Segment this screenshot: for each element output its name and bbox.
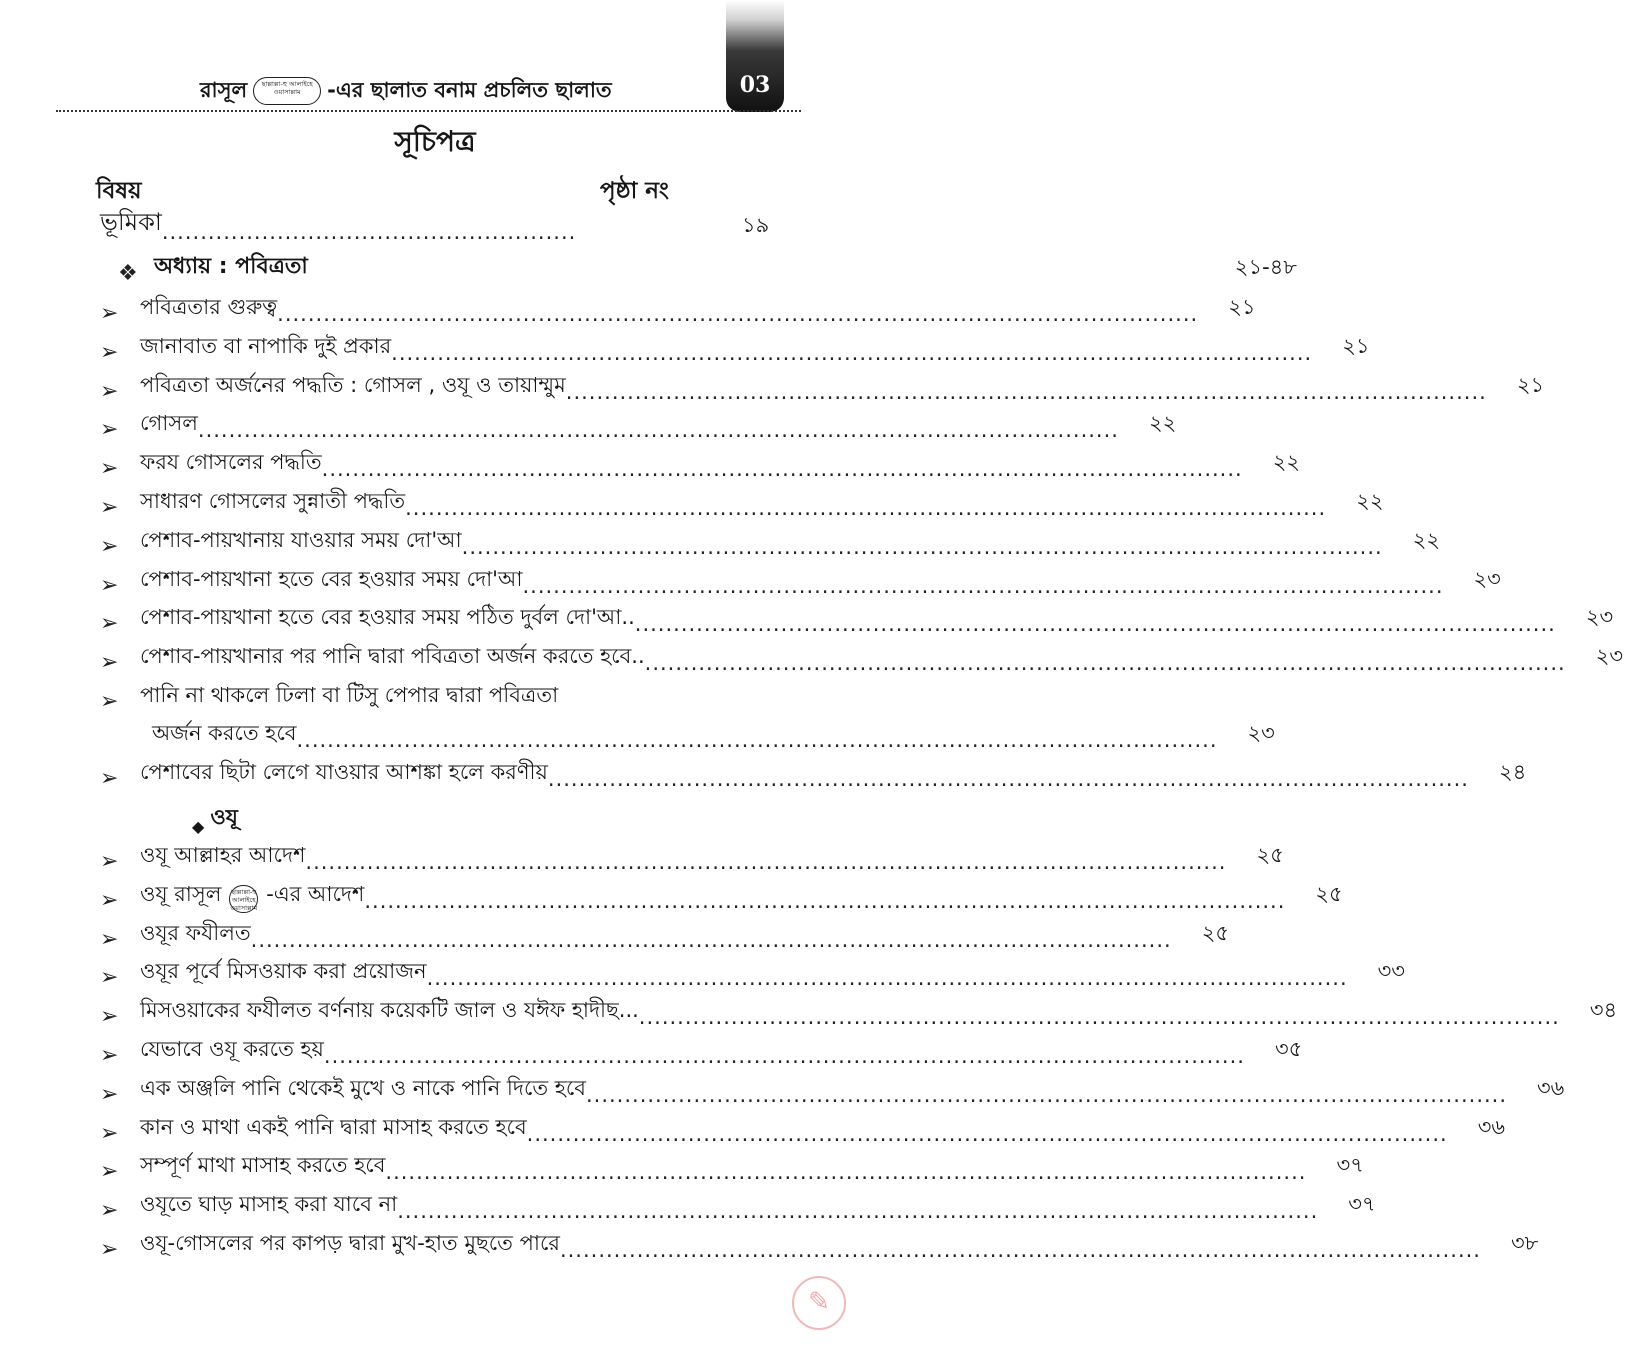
toc-entry[interactable] <box>100 329 1370 365</box>
entry-page: ৩৭ <box>1348 1192 1376 1217</box>
dot-leader: ........................................................................................................................ <box>296 728 1218 752</box>
toc-entry[interactable] <box>100 838 1284 874</box>
entry-title: জানাবাত বা নাপাকি দুই প্রকার <box>140 333 392 358</box>
entry-title: পেশাবের ছিটা লেগে যাওয়ার আশঙ্কা হলে করণীয় <box>140 760 548 784</box>
toc-entry[interactable] <box>100 1226 1539 1262</box>
entry-title: ওযূতে ঘাড় মাসাহ করা যাবে না <box>140 1192 398 1217</box>
entry-title: পেশাব-পায়খানার পর পানি দ্বারা পবিত্রতা অর্জন করতে হবে.. <box>140 644 645 669</box>
chapter-pages: ২১-৪৮ <box>1234 255 1297 279</box>
dot-leader: ........................................................................................................................ <box>197 418 1119 443</box>
toc-entry[interactable] <box>100 523 1441 559</box>
entry-title: মিসওয়াকের ফযীলত বর্ণনায় কয়েকটি জাল ও যঈফ হাদীছ... <box>140 998 639 1023</box>
dot-leader: ........................................................................................................................ <box>305 850 1227 874</box>
entry-page: ৩৩ <box>1377 959 1405 984</box>
entry-title: পেশাব-পায়খানায় যাওয়ার সময় দো'আ <box>140 527 462 552</box>
toc-entry[interactable] <box>100 1071 1565 1107</box>
pbuh-seal: ছাল্লাল্লা-হু আলাইহে ওয়াসাল্লাম <box>229 885 258 913</box>
arrow-bullet-icon: ➢ <box>100 650 119 676</box>
toc-entry[interactable] <box>100 445 1301 482</box>
entry-page: ২২ <box>1272 450 1301 475</box>
entry-title: পবিত্রতা অর্জনের পদ্ধতি : গোসল , ওযূ ও তায়াম্মুম <box>140 372 566 397</box>
arrow-bullet-icon: ➢ <box>100 887 119 913</box>
toc-entry[interactable] <box>100 877 1343 913</box>
toc-entry-intro[interactable] <box>100 208 790 244</box>
arrow-bullet-icon: ➢ <box>100 1043 119 1068</box>
toc-entry[interactable] <box>100 993 1618 1030</box>
entry-page: ২২ <box>1148 411 1177 436</box>
dot-leader: ........................................................................................................................ <box>405 496 1327 520</box>
entry-page: ২২ <box>1412 527 1441 552</box>
arrow-bullet-icon: ➢ <box>100 417 119 443</box>
toc-entry[interactable] <box>100 290 1256 326</box>
entry-page: ২৫ <box>1256 843 1284 867</box>
dot-leader: ........................................................................................................................ <box>644 651 1566 676</box>
entry-page: ১৯ <box>742 213 770 237</box>
arrow-bullet-icon: ➢ <box>100 533 119 559</box>
dot-leader: ........................................................................................................................ <box>321 457 1243 482</box>
entry-page: ৩৬ <box>1477 1114 1506 1139</box>
entry-title: ভূমিকা <box>100 208 162 236</box>
toc-entry[interactable] <box>100 484 1384 520</box>
dot-leader: ........................................................................................................................ <box>323 1044 1245 1068</box>
entry-title: এক অঞ্জলি পানি থেকেই মুখে ও নাকে পানি দিতে হবে <box>140 1075 586 1100</box>
toc-entry[interactable] <box>100 600 1614 637</box>
entry-title: ফরয গোসলের পদ্ধতি <box>140 450 322 475</box>
entry-title: পেশাব-পায়খানা হতে বের হওয়ার সময় দো'আ <box>140 566 523 591</box>
entry-page: ২৩ <box>1585 605 1614 630</box>
arrow-bullet-icon: ➢ <box>100 1081 119 1107</box>
arrow-bullet-icon: ➢ <box>100 766 119 791</box>
dot-leader: ........................................................................................................................ <box>426 966 1348 991</box>
page-column-heading: পৃষ্ঠা নং <box>600 178 669 204</box>
toc-entry[interactable] <box>100 639 1624 676</box>
arrow-bullet-icon: ➢ <box>100 1004 119 1030</box>
header-rule <box>56 110 801 112</box>
arrow-bullet-icon: ➢ <box>100 849 119 874</box>
subject-column-heading: বিষয় <box>96 178 142 204</box>
entry-title: ওযূ রাসূল <box>140 881 222 906</box>
entry-title-suffix: -এর আদেশ <box>266 881 365 906</box>
entry-title: কান ও মাথা একই পানি দ্বারা মাসাহ করতে হবে <box>140 1114 527 1139</box>
page-number-tab <box>726 0 784 112</box>
toc-entry[interactable] <box>100 406 1177 443</box>
dot-leader: ........................................................................................................................ <box>397 1199 1319 1224</box>
toc-entry-multiline-cont[interactable] <box>100 716 1275 752</box>
entry-title: ওযূ আল্লাহর আদেশ <box>140 843 306 867</box>
chapter-heading[interactable] <box>118 250 1297 286</box>
dot-leader: ........................................................................................................................ <box>277 302 1199 326</box>
section-heading[interactable] <box>192 800 592 836</box>
entry-title: ওযূর ফযীলত <box>140 920 251 945</box>
entry-title-line1: পানি না থাকলে ঢিলা বা টিসু পেপার দ্বারা পবিত্রতা <box>140 683 559 707</box>
running-header <box>200 74 612 108</box>
dot-leader: ...................................................... <box>161 220 577 244</box>
entry-page: ২৩ <box>1247 721 1275 745</box>
arrow-bullet-icon: ➢ <box>100 611 119 637</box>
diamond-icon: ◆ <box>192 817 205 836</box>
toc-entry[interactable] <box>100 562 1501 598</box>
entry-page: ২১ <box>1228 295 1256 319</box>
dot-leader: ........................................................................................................................ <box>559 1238 1481 1262</box>
dot-leader: ........................................................................................................................ <box>461 534 1383 559</box>
entry-title-line2: অর্জন করতে হবে <box>152 721 297 745</box>
arrow-bullet-icon: ➢ <box>100 378 119 404</box>
toc-entry[interactable] <box>100 368 1545 404</box>
dot-leader: ........................................................................................................................ <box>565 379 1487 404</box>
pbuh-seal: ছাল্লাল্লা-হু আলাইহে ওয়াসাল্লাম <box>253 77 321 105</box>
toc-entry[interactable] <box>100 954 1405 991</box>
arrow-bullet-icon: ➢ <box>100 495 119 520</box>
dot-leader: ........................................................................................................................ <box>364 888 1286 913</box>
toc-entry[interactable] <box>100 1032 1303 1068</box>
quill-logo: ✎ <box>792 1276 846 1330</box>
dot-leader: ........................................................................................................................ <box>547 767 1469 791</box>
entry-page: ৩৮ <box>1510 1231 1539 1255</box>
arrow-bullet-icon: ➢ <box>100 689 119 714</box>
page-number: 03 <box>739 72 771 98</box>
toc-entry[interactable] <box>100 1148 1364 1185</box>
entry-title: ওযূর পূর্বে মিসওয়াক করা প্রয়োজন <box>140 959 427 984</box>
dot-leader: ........................................................................................................................ <box>585 1082 1508 1107</box>
entry-page: ২৫ <box>1315 881 1343 906</box>
diamond-cluster-icon: ❖ <box>118 261 138 286</box>
dot-leader: ........................................................................................................................ <box>391 340 1313 365</box>
toc-title: সূচিপত্র <box>394 125 476 158</box>
entry-title: সম্পূর্ণ মাথা মাসাহ করতে হবে <box>140 1153 386 1178</box>
entry-page: ৩৫ <box>1274 1037 1303 1061</box>
arrow-bullet-icon: ➢ <box>100 1120 119 1146</box>
dot-leader: ........................................................................................................................ <box>526 1121 1448 1146</box>
entry-title: পেশাব-পায়খানা হতে বের হওয়ার সময় পঠিত দুর্বল দো'আ.. <box>140 605 635 630</box>
arrow-bullet-icon: ➢ <box>100 1198 119 1224</box>
dot-leader: ........................................................................................................................ <box>522 573 1444 598</box>
arrow-bullet-icon: ➢ <box>100 926 119 952</box>
toc-entry[interactable] <box>100 916 1229 952</box>
entry-page: ২১ <box>1516 372 1545 397</box>
arrow-bullet-icon: ➢ <box>100 1159 119 1185</box>
entry-page: ২৫ <box>1201 920 1229 945</box>
arrow-bullet-icon: ➢ <box>100 456 119 482</box>
entry-title: গোসল <box>140 411 198 436</box>
chapter-title: অধ্যায় : পবিত্রতা <box>154 254 308 279</box>
arrow-bullet-icon: ➢ <box>100 965 119 991</box>
entry-page: ৩৬ <box>1537 1075 1565 1100</box>
entry-page: ৩৭ <box>1336 1153 1364 1178</box>
arrow-bullet-icon: ➢ <box>100 572 119 598</box>
dot-leader: ........................................................................................................................ <box>250 927 1172 952</box>
dot-leader: ........................................................................................................................ <box>634 612 1556 637</box>
entry-page: ২৪ <box>1498 760 1527 784</box>
entry-title: যেভাবে ওযূ করতে হয় <box>140 1037 324 1061</box>
dot-leader: ........................................................................................................................ <box>385 1160 1307 1185</box>
toc-entry[interactable] <box>100 1187 1376 1224</box>
arrow-bullet-icon: ➢ <box>100 1237 119 1262</box>
dot-leader: ........................................................................................................................ <box>638 1005 1560 1030</box>
header-title-before: রাসূল <box>200 77 248 102</box>
header-title-after: -এর ছালাত বনাম প্রচলিত ছালাত <box>327 77 612 102</box>
entry-page: ২৩ <box>1595 644 1624 669</box>
toc-entry-multiline[interactable] <box>100 678 790 714</box>
entry-title: ওযূ-গোসলের পর কাপড় দ্বারা মুখ-হাত মুছতে পারে <box>140 1231 560 1255</box>
arrow-bullet-icon: ➢ <box>100 301 119 326</box>
entry-page: ৩৪ <box>1589 998 1618 1023</box>
entry-title: পবিত্রতার গুরুত্ব <box>140 295 278 319</box>
entry-title: সাধারণ গোসলের সুন্নাতী পদ্ধতি <box>140 489 406 513</box>
toc-entry[interactable] <box>100 1110 1506 1146</box>
entry-page: ২১ <box>1342 333 1370 358</box>
arrow-bullet-icon: ➢ <box>100 339 119 365</box>
toc-entry[interactable] <box>100 755 1527 791</box>
entry-page: ২২ <box>1356 489 1384 513</box>
entry-page: ২৩ <box>1473 566 1501 591</box>
section-title: ওযূ <box>210 805 238 829</box>
